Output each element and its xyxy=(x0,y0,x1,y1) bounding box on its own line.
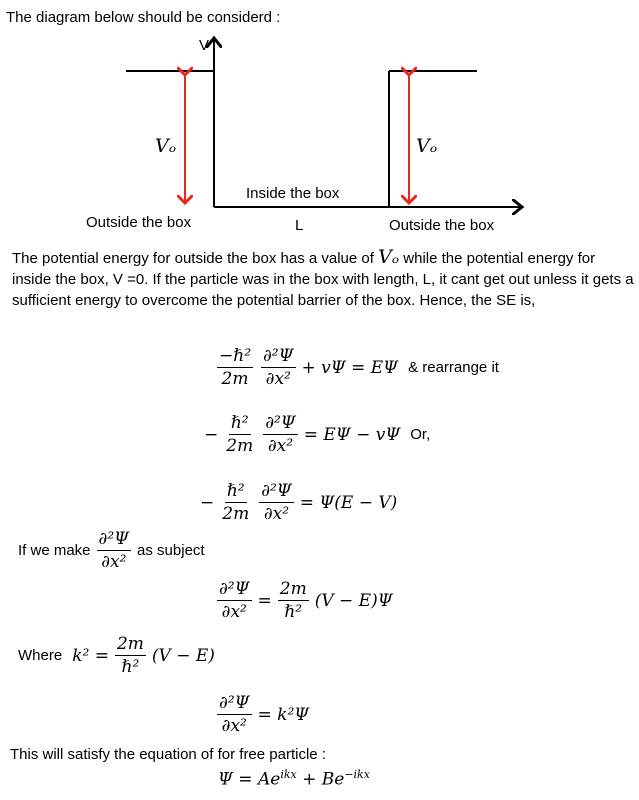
left-v0-label: Vₒ xyxy=(155,135,177,157)
conclusion-text: This will satisfy the equation of for free particle : xyxy=(10,746,326,763)
intro-heading: The diagram below should be considerd : xyxy=(6,9,281,26)
potential-box-diagram xyxy=(0,0,639,240)
inside-label: Inside the box xyxy=(246,185,340,202)
right-v0-label: Vₒ xyxy=(416,135,438,157)
explanation-paragraph: The potential energy for outside the box has a value of Vₒ while the potential energy for inside the box, V =0. If the particle was in the box with length, L, it cant get out unless it gets a sufficient energy to overcome the potential barrier of the box. Hence, the SE is, xyxy=(12,246,634,309)
where-line: Where k² = $\frac{2m}{\text{ℏ²}}$ (V − E) xyxy=(18,634,215,677)
axis-label-v: V xyxy=(199,37,210,54)
free-particle-equation: $\Psi = Ae^{ikx} + Be^{-ikx}$ xyxy=(218,768,370,790)
outside-left-label: Outside the box xyxy=(86,214,192,231)
equation-5: $\frac{\text{∂²Ψ}}{\text{∂x²}}$ = k²Ψ xyxy=(219,693,310,736)
outside-right-label: Outside the box xyxy=(389,217,495,234)
length-label: L xyxy=(295,217,304,234)
equation-2: − $\frac{\text{ℏ²}}{2m}$ $\frac{\text{∂²Ψ}}{\text{∂x²}}$ = EΨ − vΨ Or, xyxy=(204,413,431,456)
subject-line: If we make $\frac{\text{∂²Ψ}}{\text{∂x²}}$ as subject xyxy=(18,529,205,572)
equation-4: $\frac{\text{∂²Ψ}}{\text{∂x²}}$ = $\frac{2m}{\text{ℏ²}}$ (V − E)Ψ xyxy=(219,579,393,622)
equation-1: $\frac{\text{−ℏ²}}{2m}$ $\frac{\text{∂²Ψ}}{\text{∂x²}}$ + vΨ = EΨ & rearrange it xyxy=(219,346,499,389)
equation-3: − $\frac{\text{ℏ²}}{2m}$ $\frac{\text{∂²Ψ}}{\text{∂x²}}$ = Ψ(E − V) xyxy=(200,481,398,524)
